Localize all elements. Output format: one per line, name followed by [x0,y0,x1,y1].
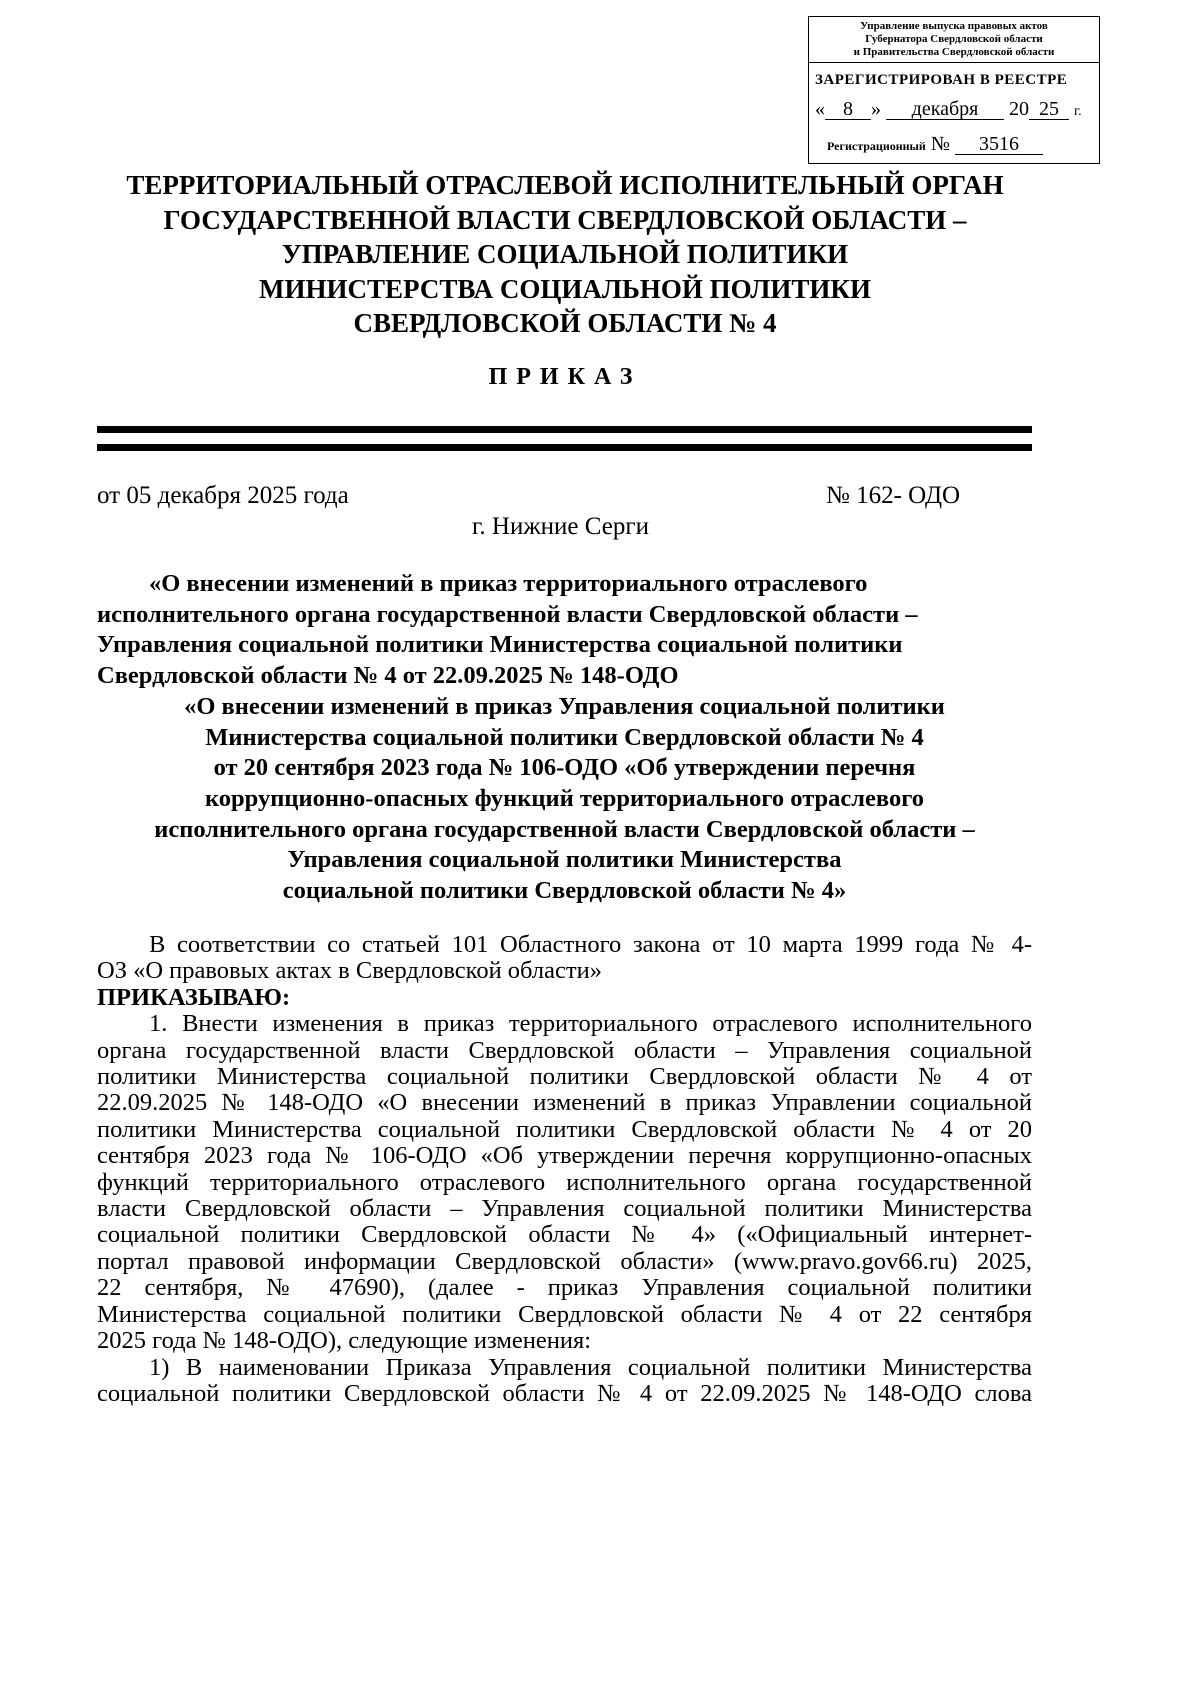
title-line: Свердловской области № 4 от 22.09.2025 № 148-ОДО [97,662,679,690]
stamp-reg-label: Регистрационный [827,139,926,153]
body-line: портал правовой информации Свердловской области» (www.pravo.gov66.ru) 2025, [97,1247,1032,1275]
title-line: исполнительного органа государственной власти Свердловской области – [154,815,975,843]
body-line: 22.09.2025 № 148-ОДО «О внесении изменений в приказ Управлении социальной [97,1089,1032,1117]
stamp-registered-label: ЗАРЕГИСТРИРОВАН В РЕЕСТРЕ [815,72,1068,88]
header-line: ГОСУДАРСТВЕННОЙ ВЛАСТИ СВЕРДЛОВСКОЙ ОБЛАСТИ – [163,204,967,235]
body-line: социальной политики Свердловской области № 4» («Официальный интернет- [97,1221,1032,1249]
quote-open: « [815,98,825,120]
title-line: «О внесении изменений в приказ территориального отраслевого [149,570,868,597]
header-line: УПРАВЛЕНИЕ СОЦИАЛЬНОЙ ПОЛИТИКИ [281,239,849,269]
stamp-day: 8 [825,99,871,120]
stamp-year-unit: г. [1074,104,1082,119]
header-line: СВЕРДЛОВСКОЙ ОБЛАСТИ № 4 [353,308,777,338]
body-line: 1) В наименовании Приказа Управления социальной политики Министерства [149,1353,1032,1381]
stamp-month: декабря [886,99,1004,120]
body-line: политики Министерства социальной политики Свердловской области № 4 от 20 [97,1115,1032,1143]
divider-line [97,426,1032,433]
registration-stamp [808,16,1100,164]
stamp-org-line: Губернатора Свердловской области [865,33,1043,45]
divider-line [97,444,1032,451]
body-line: Министерства социальной политики Свердловской области № 4 от 22 сентября [97,1300,1032,1328]
title-line: социальной политики Свердловской области № 4» [282,877,847,905]
title-line: Управления социальной политики Министерства [287,846,842,874]
issuer-header [60,168,1070,341]
stamp-year-prefix: 20 [1009,98,1029,120]
order-word: ПРИКАЗЫВАЮ: [97,983,291,1011]
title-line: Министерства социальной политики Свердловской области № 4 [205,723,924,751]
body-line: политики Министерства социальной политики Свердловской области № 4 от [97,1063,1032,1091]
document-place: г. Нижние Серги [472,513,649,540]
stamp-organization [809,17,1099,63]
body-line: 22 сентября, № 47690), (далее - приказ Управления социальной политики [97,1274,1032,1302]
body-line: 2025 года № 148-ОДО), следующие изменения: [97,1327,592,1355]
title-line: «О внесении изменений в приказ Управления социальной политики [184,692,945,720]
body-line: социальной политики Свердловской области № 4 от 22.09.2025 № 148-ОДО слова [97,1379,1032,1407]
stamp-year-suffix: 25 [1029,99,1069,120]
body-line: функций территориального отраслевого исполнительного органа государственной [97,1168,1032,1196]
document-date: от 05 декабря 2025 года [97,482,349,509]
body-line: власти Свердловской области – Управления социальной политики Министерства [97,1195,1032,1223]
title-line: коррупционно-опасных функций территориального отраслевого [205,784,924,812]
body-line: органа государственной власти Свердловской области – Управления социальной [97,1036,1032,1064]
header-line: МИНИСТЕРСТВА СОЦИАЛЬНОЙ ПОЛИТИКИ [259,273,871,304]
title-line: исполнительного органа государственной власти Свердловской области – [97,600,918,628]
body-line: В соответствии со статьей 101 Областного закона от 10 марта 1999 года № 4- [149,931,1032,958]
header-line: ТЕРРИТОРИАЛЬНЫЙ ОТРАСЛЕВОЙ ИСПОЛНИТЕЛЬНЫЙ ОРГАН [126,170,1004,200]
stamp-date [815,97,1099,124]
title-line: Управления социальной политики Министерства социальной политики [97,631,903,659]
stamp-reg-number: 3516 [955,134,1043,155]
body-line: сентября 2023 года № 106-ОДО «Об утверждении перечня коррупционно-опасных [97,1142,1032,1170]
document-title [97,569,1032,907]
document-body [97,932,1032,1407]
quote-close: » [871,98,881,120]
document-type: ПРИКАЗ [488,364,642,390]
body-line: ОЗ «О правовых актах в Свердловской области» [97,957,602,985]
document-number: № 162- ОДО [826,482,961,509]
stamp-org-line: и Правительства Свердловской области [853,46,1055,58]
stamp-reg-number-row [827,132,1099,158]
title-line: от 20 сентября 2023 года № 106-ОДО «Об утверждении перечня [213,754,916,782]
stamp-org-line: Управление выпуска правовых актов [860,20,1048,32]
stamp-num-sign: № [930,133,950,155]
body-line: 1. Внести изменения в приказ территориального отраслевого исполнительного [149,1010,1032,1038]
